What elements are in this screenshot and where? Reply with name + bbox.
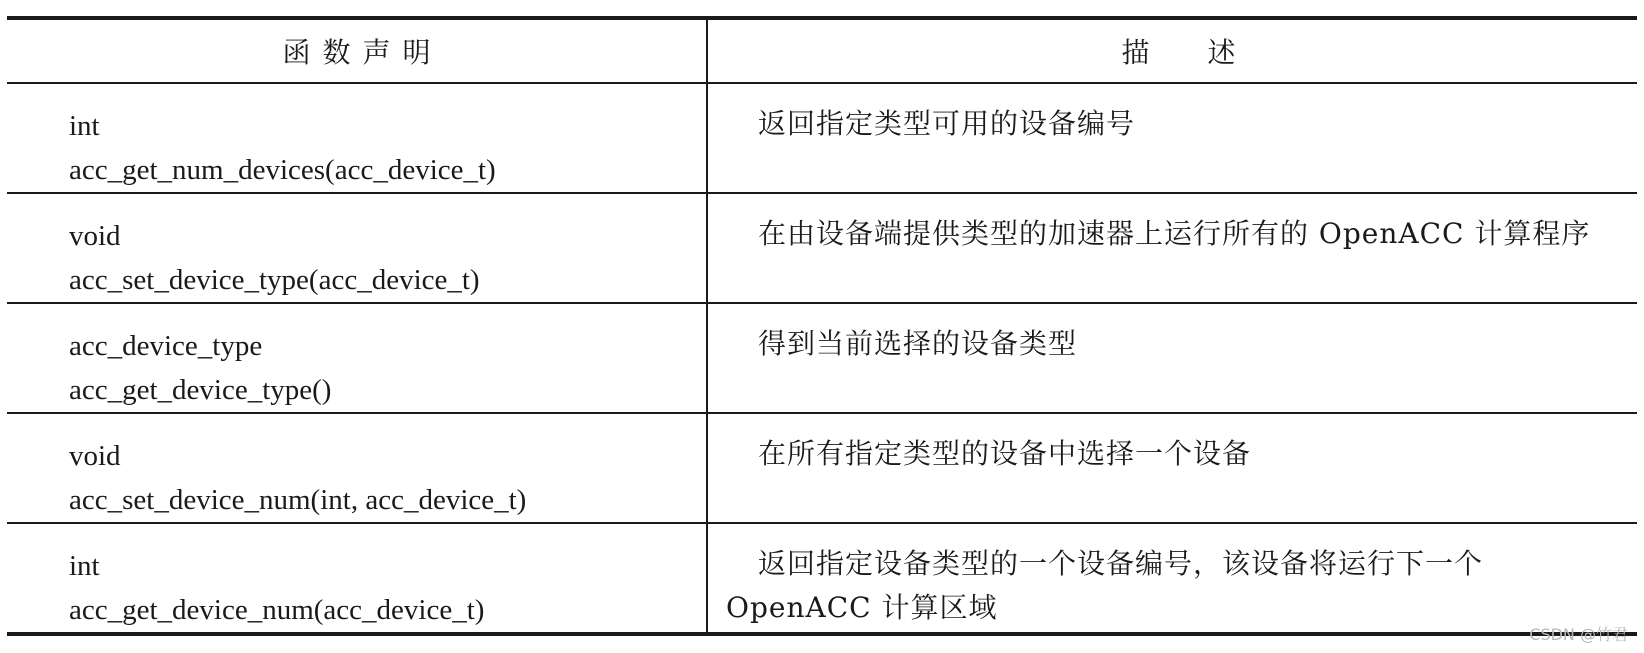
function-signature: acc_get_device_num(acc_device_t) [69, 594, 485, 626]
function-signature: acc_get_num_devices(acc_device_t) [69, 154, 496, 186]
function-signature: acc_set_device_num(int, acc_device_t) [69, 484, 527, 516]
header-function-declaration [7, 20, 708, 82]
description-cell: 返回指定类型可用的设备编号 [758, 107, 1136, 140]
return-type: int [69, 550, 100, 582]
description-cell: 返回指定设备类型的一个设备编号，该设备将运行下一个 OpenACC 计算区域 [726, 547, 1484, 624]
table-header-row [7, 20, 1637, 84]
declaration-cell [7, 194, 708, 302]
declaration-cell [7, 414, 708, 522]
description-cell: 在所有指定类型的设备中选择一个设备 [758, 437, 1252, 470]
return-type: int [69, 110, 100, 142]
table-row [7, 84, 1637, 194]
header-left-text: 函数声明 [282, 36, 443, 69]
description-cell: 在由设备端提供类型的加速器上运行所有的 OpenACC 计算程序 [758, 217, 1591, 250]
header-description [708, 20, 1637, 82]
table-row [7, 304, 1637, 414]
function-table [7, 16, 1637, 636]
table-row [7, 414, 1637, 524]
return-type: acc_device_type [69, 330, 263, 362]
return-type: void [69, 440, 121, 472]
declaration-cell [7, 304, 708, 412]
return-type: void [69, 220, 121, 252]
table-row [7, 524, 1637, 632]
table-row [7, 194, 1637, 304]
header-right-text: 描述 [1121, 36, 1294, 69]
function-signature: acc_set_device_type(acc_device_t) [69, 264, 480, 296]
description-cell: 得到当前选择的设备类型 [758, 327, 1078, 360]
declaration-cell [7, 84, 708, 192]
function-signature: acc_get_device_type() [69, 374, 332, 406]
declaration-cell [7, 524, 708, 632]
watermark: CSDN @竹君 [1529, 625, 1628, 644]
